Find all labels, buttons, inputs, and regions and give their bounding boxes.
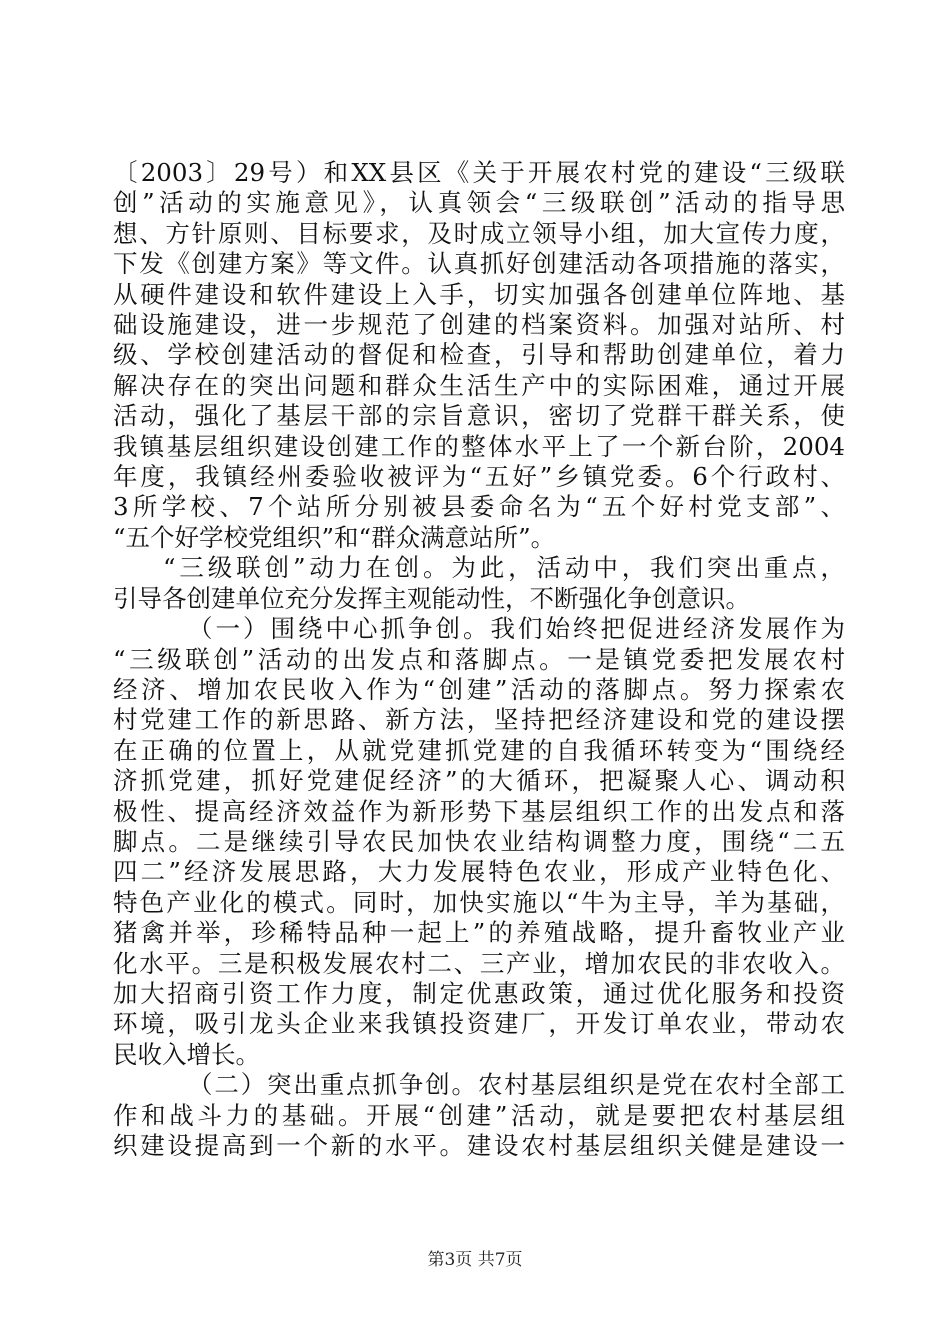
text-line: 解决存在的突出问题和群众生活生产中的实际困难，通过开展 [113,370,845,400]
text-line: 脚点。二是继续引导农民加快农业结构调整力度，围绕“二五 [113,826,845,856]
text-line: 特色产业化的模式。同时，加快实施以“牛为主导，羊为基础， [113,887,845,917]
document-body [113,158,845,1161]
text-line: “五个好学校党组织”和“群众满意站所”。 [113,522,556,552]
text-line: 3所学校、7个站所分别被县委命名为“五个好村党支部”、 [113,492,845,522]
text-line: 猪禽并举，珍稀特品种一起上”的养殖战略，提升畜牧业产业 [113,918,845,948]
text-line: 级、学校创建活动的督促和检查，引导和帮助创建单位，着力 [113,340,845,370]
text-line: 极性、提高经济效益作为新形势下基层组织工作的出发点和落 [113,796,845,826]
text-line: 民收入增长。 [113,1039,260,1069]
text-line: 〔2003〕29号）和XX县区《关于开展农村党的建设“三级联 [113,158,845,187]
text-line: 创”活动的实施意见》，认真领会“三级联创”活动的指导思 [113,188,845,218]
text-line: 加大招商引资工作力度，制定优惠政策，通过优化服务和投资 [113,978,845,1008]
text-line: （一）围绕中心抓争创。我们始终把促进经济发展作为 [188,614,845,644]
text-line: 织建设提高到一个新的水平。建设农村基层组织关健是建设一 [113,1131,845,1160]
text-line: “三级联创”动力在创。为此，活动中，我们突出重点， [163,553,845,583]
text-line: 经济、增加农民收入作为“创建”活动的落脚点。努力探索农 [113,674,845,704]
text-line: 活动，强化了基层干部的宗旨意识，密切了党群干群关系，使 [113,401,845,431]
text-line: 济抓党建，抓好党建促经济”的大循环，把凝聚人心、调动积 [113,766,845,796]
text-line: 年度，我镇经州委验收被评为“五好”乡镇党委。6个行政村、 [113,462,845,492]
text-line: 四二”经济发展思路，大力发展特色农业，形成产业特色化、 [113,857,845,887]
text-line: （二）突出重点抓争创。农村基层组织是党在农村全部工 [188,1070,845,1100]
text-line: 从硬件建设和软件建设上入手，切实加强各创建单位阵地、基 [113,279,845,309]
text-line: 村党建工作的新思路、新方法，坚持把经济建设和党的建设摆 [113,705,845,735]
text-line: 化水平。三是积极发展农村二、三产业，增加农民的非农收入。 [113,948,845,978]
text-line: 环境，吸引龙头企业来我镇投资建厂，开发订单农业，带动农 [113,1009,845,1039]
text-line: 引导各创建单位充分发挥主观能动性，不断强化争创意识。 [113,583,750,613]
page-footer [0,1245,950,1270]
text-line: 作和战斗力的基础。开展“创建”活动，就是要把农村基层组 [113,1100,845,1130]
text-line: 在正确的位置上，从就党建抓党建的自我循环转变为“围绕经 [113,735,845,765]
text-line: “三级联创”活动的出发点和落脚点。一是镇党委把发展农村 [113,644,845,674]
text-line: 下发《创建方案》等文件。认真抓好创建活动各项措施的落实， [113,249,845,279]
text-line: 础设施建设，进一步规范了创建的档案资料。加强对站所、村 [113,310,845,340]
page-number-label: 第3页 共7页 [427,1250,523,1270]
text-line: 想、方针原则、目标要求，及时成立领导小组，加大宣传力度， [113,218,845,248]
text-line: 我镇基层组织建设创建工作的整体水平上了一个新台阶，2004 [113,431,845,461]
